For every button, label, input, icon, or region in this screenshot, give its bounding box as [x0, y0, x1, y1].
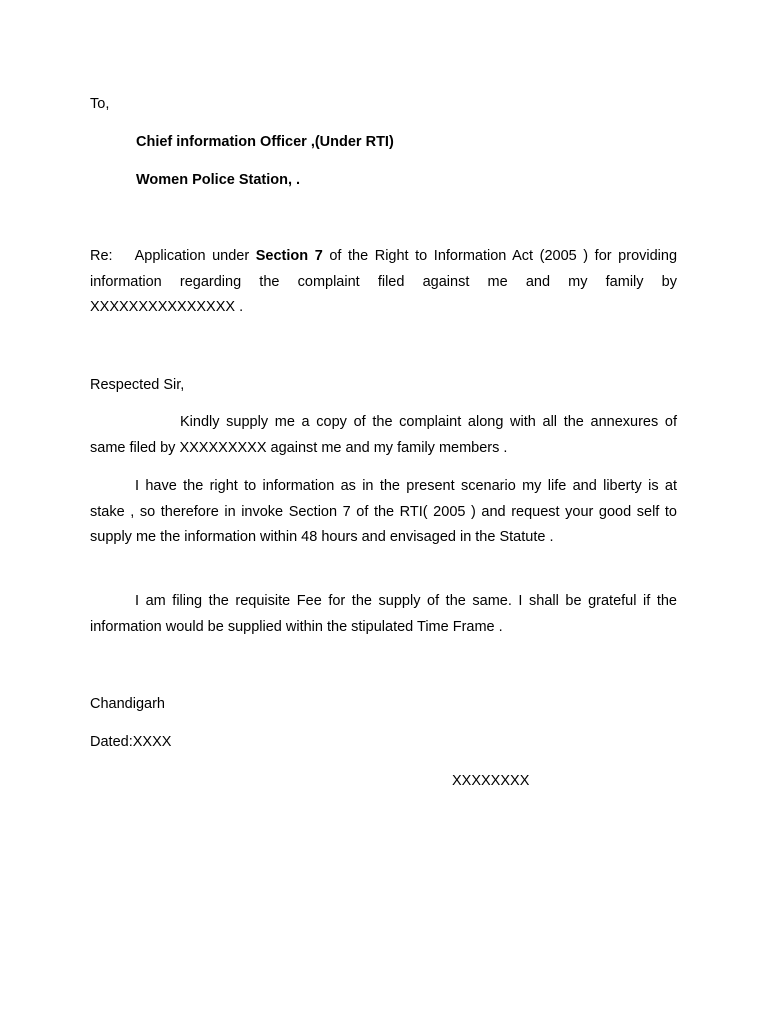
paragraph-3-text: I am filing the requisite Fee for the supply of the same. I shall be grateful if the information would be supplied within the stipulated Time Frame .	[90, 593, 677, 635]
subject-text-b: of the Right to Information Act (2005 ) for providing information regarding the complaint filed against me and my family by XXXXXXXXXXXXXXX .	[90, 248, 678, 315]
paragraph-2-text: I have the right to information as in the present scenario my life and liberty is at stake , so therefore in invoke Section 7 of the RTI( 2005 ) and request your good self to supply me the information within 48 hours and envisaged in the Statute .	[90, 478, 677, 545]
subject-section: Section 7	[255, 248, 323, 264]
recipient-line-2: Women Police Station, .	[136, 172, 301, 188]
dated: Dated:XXXX	[90, 734, 172, 750]
body-paragraph-2	[90, 474, 677, 551]
paragraph-1-text: Kindly supply me a copy of the complaint along with all the annexures of same filed by XXXXXXXXX against me and my family members .	[90, 414, 677, 456]
signature: XXXXXXXX	[452, 773, 530, 789]
subject-paragraph	[90, 244, 677, 321]
subject-prefix: Re:	[90, 248, 113, 264]
body-paragraph-1	[90, 410, 677, 461]
recipient-line-1: Chief information Officer ,(Under RTI)	[136, 134, 394, 150]
greeting: Respected Sir,	[90, 377, 185, 393]
place: Chandigarh	[90, 696, 165, 712]
body-paragraph-3	[90, 589, 677, 640]
subject-text-a: Application under	[134, 248, 256, 264]
salutation-to: To,	[90, 96, 110, 112]
